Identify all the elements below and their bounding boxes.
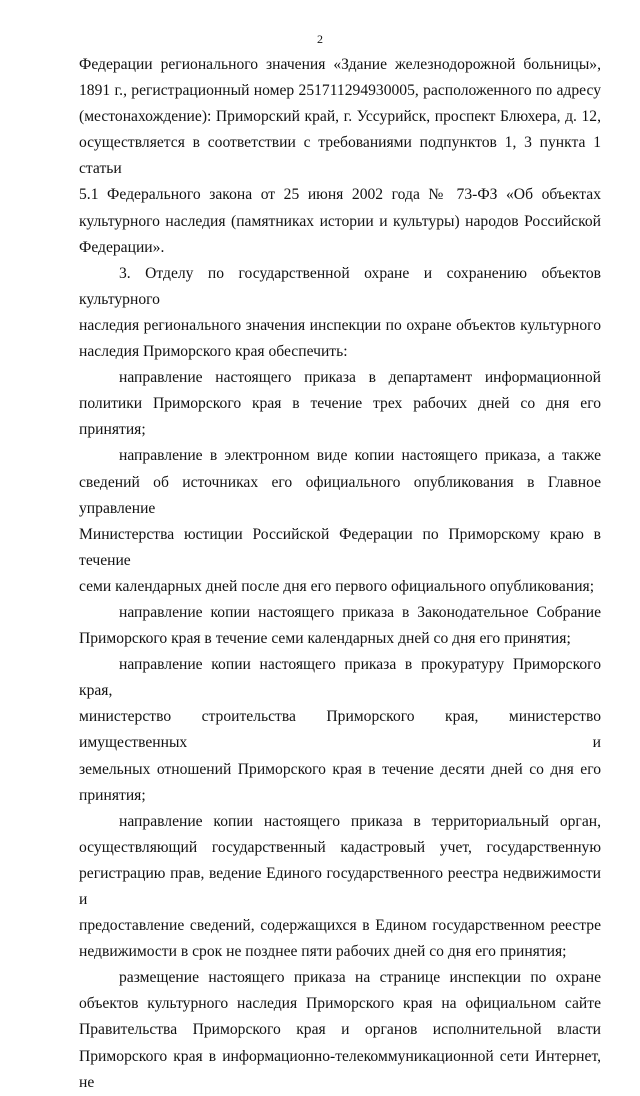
text-line: Министерства юстиции Российской Федерации по Приморскому краю в течение xyxy=(79,525,601,569)
paragraph-item-3 xyxy=(79,261,601,365)
text-line: Приморского края в течение семи календарных дней со дня его принятия; xyxy=(79,630,571,648)
paragraph-justice-ministry xyxy=(79,443,601,600)
text-line: Федерации регионального значения «Здание железнодорожной больницы», xyxy=(79,56,601,73)
text-line: направление копии настоящего приказа в территориальный орган, xyxy=(119,812,601,830)
text-line: направление в электронном виде копии настоящего приказа, а также xyxy=(119,447,601,465)
text-line: направление копии настоящего приказа в прокуратуру Приморского края, xyxy=(79,656,601,700)
paragraph-department-direction xyxy=(79,365,601,443)
paragraph-legislative-assembly xyxy=(79,600,601,652)
text-line: осуществляющий государственный кадастровый учет, государственную xyxy=(79,838,601,856)
paragraph-website-publication xyxy=(79,965,601,1095)
text-line: министерство строительства Приморского края, министерство имущественных и xyxy=(79,708,601,752)
text-line: Приморского края в информационно-телекоммуникационной сети Интернет, не xyxy=(79,1047,601,1091)
text-line: размещение настоящего приказа на странице инспекции по охране xyxy=(119,969,601,987)
text-line: регистрацию прав, ведение Единого государственного реестра недвижимости и xyxy=(79,864,601,908)
paragraph-continuation xyxy=(79,52,601,261)
text-line: объектов культурного наследия Приморского края на официальном сайте xyxy=(79,995,601,1013)
text-line: 1891 г., регистрационный номер 251711294930005, расположенного по адресу xyxy=(79,82,601,100)
text-line: Правительства Приморского края и органов исполнительной власти xyxy=(79,1021,601,1039)
text-line: принятия; xyxy=(79,786,146,804)
text-line: Федерации». xyxy=(79,238,165,256)
text-line: сведений об источниках его официального опубликования в Главное управление xyxy=(79,473,601,517)
text-line: направление настоящего приказа в департамент информационной xyxy=(119,369,601,387)
text-line: земельных отношений Приморского края в течение десяти дней со дня его xyxy=(79,760,601,778)
text-line: культурного наследия (памятниках истории и культуры) народов Российской xyxy=(79,212,601,230)
text-line: наследия регионального значения инспекции по охране объектов культурного xyxy=(79,316,601,334)
document-body xyxy=(79,52,601,1096)
text-line: политики Приморского края в течение трех рабочих дней со дня его принятия; xyxy=(79,395,601,439)
paragraph-cadastral xyxy=(79,809,601,966)
text-line: направление копии настоящего приказа в Законодательное Собрание xyxy=(119,603,601,621)
text-line: недвижимости в срок не позднее пяти рабочих дней со дня его принятия; xyxy=(79,943,567,961)
text-line: (местонахождение): Приморский край, г. Уссурийск, проспект Блюхера, д. 12, xyxy=(79,108,601,126)
page-number: 2 xyxy=(317,32,323,46)
text-line: осуществляется в соответствии с требованиями подпунктов 1, 3 пункта 1 статьи xyxy=(79,134,601,178)
paragraph-prosecutor xyxy=(79,652,601,809)
text-line: семи календарных дней после дня его первого официального опубликования; xyxy=(79,577,595,595)
text-line: предоставление сведений, содержащихся в Едином государственном реестре xyxy=(79,917,601,935)
text-line: 5.1 Федерального закона от 25 июня 2002 года № 73-ФЗ «Об объектах xyxy=(79,186,601,204)
text-line: 3. Отделу по государственной охране и сохранению объектов культурного xyxy=(79,264,601,308)
text-line: наследия Приморского края обеспечить: xyxy=(79,343,348,361)
